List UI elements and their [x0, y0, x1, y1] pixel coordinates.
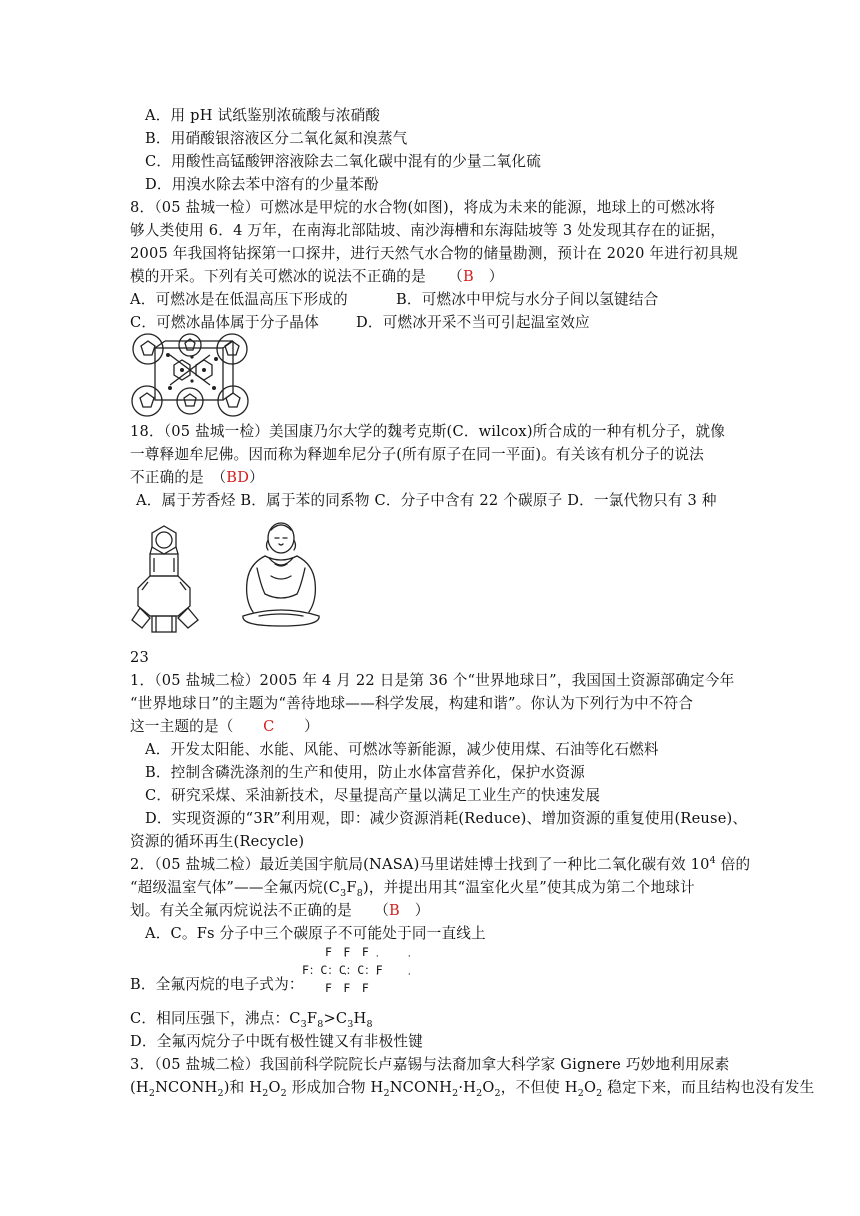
p2-sub-3: 3: [340, 887, 347, 899]
p2-answer: B: [389, 902, 400, 919]
option-d: D．用溴水除去苯中溶有的少量苯酚: [145, 176, 379, 193]
p3-t3: )和 H: [223, 1079, 263, 1096]
p3-t8: O: [482, 1079, 495, 1096]
q18-line3: [130, 468, 264, 488]
p2-line2-a: “超级温室气体”——全氟丙烷(C: [130, 879, 341, 896]
p1-line2: “世界地球日”的主题为“善待地球——科学发展，构建和谐”。你认为下列行为中不符合: [130, 695, 694, 712]
p1-bracket-close: ）: [274, 718, 319, 735]
q18-line2: 一尊释迦牟尼佛。因而称为释迦牟尼分子(所有原子在同一平面)。有关该有机分子的说法: [130, 446, 704, 463]
q8-option-d: D．可燃冰开采不当可引起温室效应: [356, 314, 590, 331]
p2-exponent: 4: [709, 855, 716, 867]
p1-option-b: B．控制含磷洗涤剂的生产和使用，防止水体富营养化，保护水资源: [145, 764, 585, 781]
q8-options-cd: [130, 313, 590, 333]
p2-sub-8: 8: [356, 887, 363, 899]
electron-dots-top: ˙˙˙: [342, 953, 438, 967]
p2-line1-end: 倍的: [715, 856, 751, 873]
q8-option-b: B．可燃冰中甲烷与水分子间以氢键结合: [396, 291, 659, 308]
p3-s1: 2: [148, 1087, 156, 1099]
p1-line3: [130, 717, 319, 737]
p2-stem-end: 划。有关全氟丙烷说法不正确的是 （: [130, 902, 389, 919]
buddha-statue-figure: [235, 520, 327, 630]
p2c-s1: 3: [300, 1018, 307, 1030]
p3-s4: 2: [280, 1087, 287, 1099]
p3-t1: (H: [130, 1079, 149, 1096]
q8-line1: 8．（05 盐城一检）可燃冰是甲烷的水合物(如图)，将成为未来的能源，地球上的可燃冰将: [130, 199, 716, 216]
p3-s7: 2: [476, 1087, 483, 1099]
p2-option-a: A．C。Fs 分子中三个碳原子不可能处于同一直线上: [145, 925, 486, 942]
p3-s6: 2: [452, 1087, 459, 1099]
option-b: B．用硝酸银溶液区分二氧化氮和溴蒸气: [145, 130, 408, 147]
q8-line4: [130, 267, 504, 287]
electron-formula-bottom: F F F: [325, 981, 369, 995]
p3-t9: ，不但使 H: [500, 1079, 578, 1096]
q8-option-a: A．可燃冰是在低温高压下形成的: [130, 291, 348, 308]
p1-option-c: C．研究采煤、采油新技术，尽量提高产量以满足工业生产的快速发展: [145, 787, 601, 804]
q8-bracket-close: ）: [473, 268, 504, 285]
q8-line2: 够人类使用 6．4 万年，在南海北部陆坡、南沙海槽和东海陆坡等 3 处发现其存在的证据，: [130, 222, 726, 239]
option-a: A．用 pH 试纸鉴别浓硫酸与浓硝酸: [145, 107, 381, 124]
q8-answer: B: [462, 268, 474, 285]
p3-s5: 2: [383, 1087, 390, 1099]
p3-t4: O: [268, 1079, 281, 1096]
p2c-c: >C: [323, 1010, 348, 1027]
p2-line3: [130, 901, 430, 921]
p2-line2: [130, 878, 695, 898]
p3-line1: 3．（05 盐城二检）我国前科学院院长卢嘉锡与法裔加拿大科学家 Gignere 巧妙地利用尿素: [130, 1056, 730, 1073]
p2-option-d: D．全氟丙烷分子中既有极性键又有非极性键: [130, 1033, 423, 1050]
p2-line1: [130, 855, 750, 875]
p3-t7: ·H: [458, 1079, 477, 1096]
q8-stem-end: 模的开采。下列有关可燃冰的说法不正确的是 （: [130, 268, 463, 285]
p3-t2: NCONH: [155, 1079, 218, 1096]
q8-line3: 2005 年我国将钻探第一口探井，进行天然气水合物的储量勘测，预计在 2020 年进行初具规: [130, 245, 739, 262]
p3-s2: 2: [217, 1087, 224, 1099]
p2c-d: H: [353, 1010, 367, 1027]
p1-answer: C: [263, 718, 275, 735]
p2-bracket-close: ）: [399, 902, 430, 919]
p3-t11: 稳定下来，而且结构也没有发生: [602, 1079, 815, 1096]
p3-s9: 2: [577, 1087, 584, 1099]
p3-t10: O: [584, 1079, 597, 1096]
p3-s8: 2: [494, 1087, 501, 1099]
buddha-molecule-figure: [128, 522, 214, 636]
electron-formula-middle: F：C：C：C：F: [302, 963, 383, 977]
p1-option-a: A．开发太阳能、水能、风能、可燃冰等新能源，减少使用煤、石油等化石燃料: [145, 741, 659, 758]
p3-s10: 2: [596, 1087, 603, 1099]
p3-s3: 2: [262, 1087, 269, 1099]
p2c-a: C．相同压强下，沸点：C: [130, 1010, 301, 1027]
q18-options: A．属于芳香烃 B．属于苯的同系物 C．分子中含有 22 个碳原子 D．一氯代物只有 3 种: [136, 492, 717, 509]
p3-t6: NCONH: [389, 1079, 453, 1096]
p3-t5: 形成加合物 H: [286, 1079, 384, 1096]
p1-stem-end: 这一主题的是（: [130, 718, 264, 735]
electron-formula-top: F F F: [325, 945, 369, 959]
q18-line1: 18．（05 盐城一检）美国康乃尔大学的魏考克斯(C．wilcox)所合成的一种有机分子，就像: [130, 423, 726, 440]
p2-option-b: B．全氟丙烷的电子式为：: [130, 976, 304, 993]
p2c-s2: 8: [317, 1018, 324, 1030]
methane-hydrate-figure: [130, 333, 250, 417]
p2-option-c: [130, 1009, 373, 1029]
page-number: 23: [130, 649, 149, 666]
q8-option-c: C．可燃冰晶体属于分子晶体: [130, 314, 319, 331]
p2-line2-b: )，并提出用其“温室化火星”使其成为第二个地球计: [362, 879, 695, 896]
p2c-b: F: [306, 1010, 318, 1027]
p1-line1: 1．（05 盐城二检）2005 年 4 月 22 日是第 36 个“世界地球日”，我国国土资源部确定今年: [130, 672, 735, 689]
option-c: C．用酸性高锰酸钾溶液除去二氧化碳中混有的少量二氧化硫: [145, 153, 542, 170]
p1-option-d: D．实现资源的“3R”利用观，即：减少资源消耗(Reduce)、增加资源的重复使用(Reuse)、: [145, 810, 748, 827]
q18-stem-end: 不正确的是 （: [130, 469, 227, 486]
q18-answer: BD: [226, 469, 250, 486]
p2c-s4: 8: [366, 1018, 373, 1030]
p2-line1-text: 2．（05 盐城二检）最近美国宇航局(NASA)马里诺娃博士找到了一种比二氧化碳有效 10: [130, 856, 710, 873]
electron-dots-bottom: ˙˙˙: [342, 971, 438, 985]
p2-line2-f: F: [346, 879, 357, 896]
p2c-s3: 3: [347, 1018, 354, 1030]
q18-bracket-close: ）: [249, 469, 264, 486]
q8-options-ab: [130, 290, 659, 310]
p3-line2: [130, 1078, 814, 1098]
p1-option-d-cont: 资源的循环再生(Recycle): [130, 833, 305, 850]
